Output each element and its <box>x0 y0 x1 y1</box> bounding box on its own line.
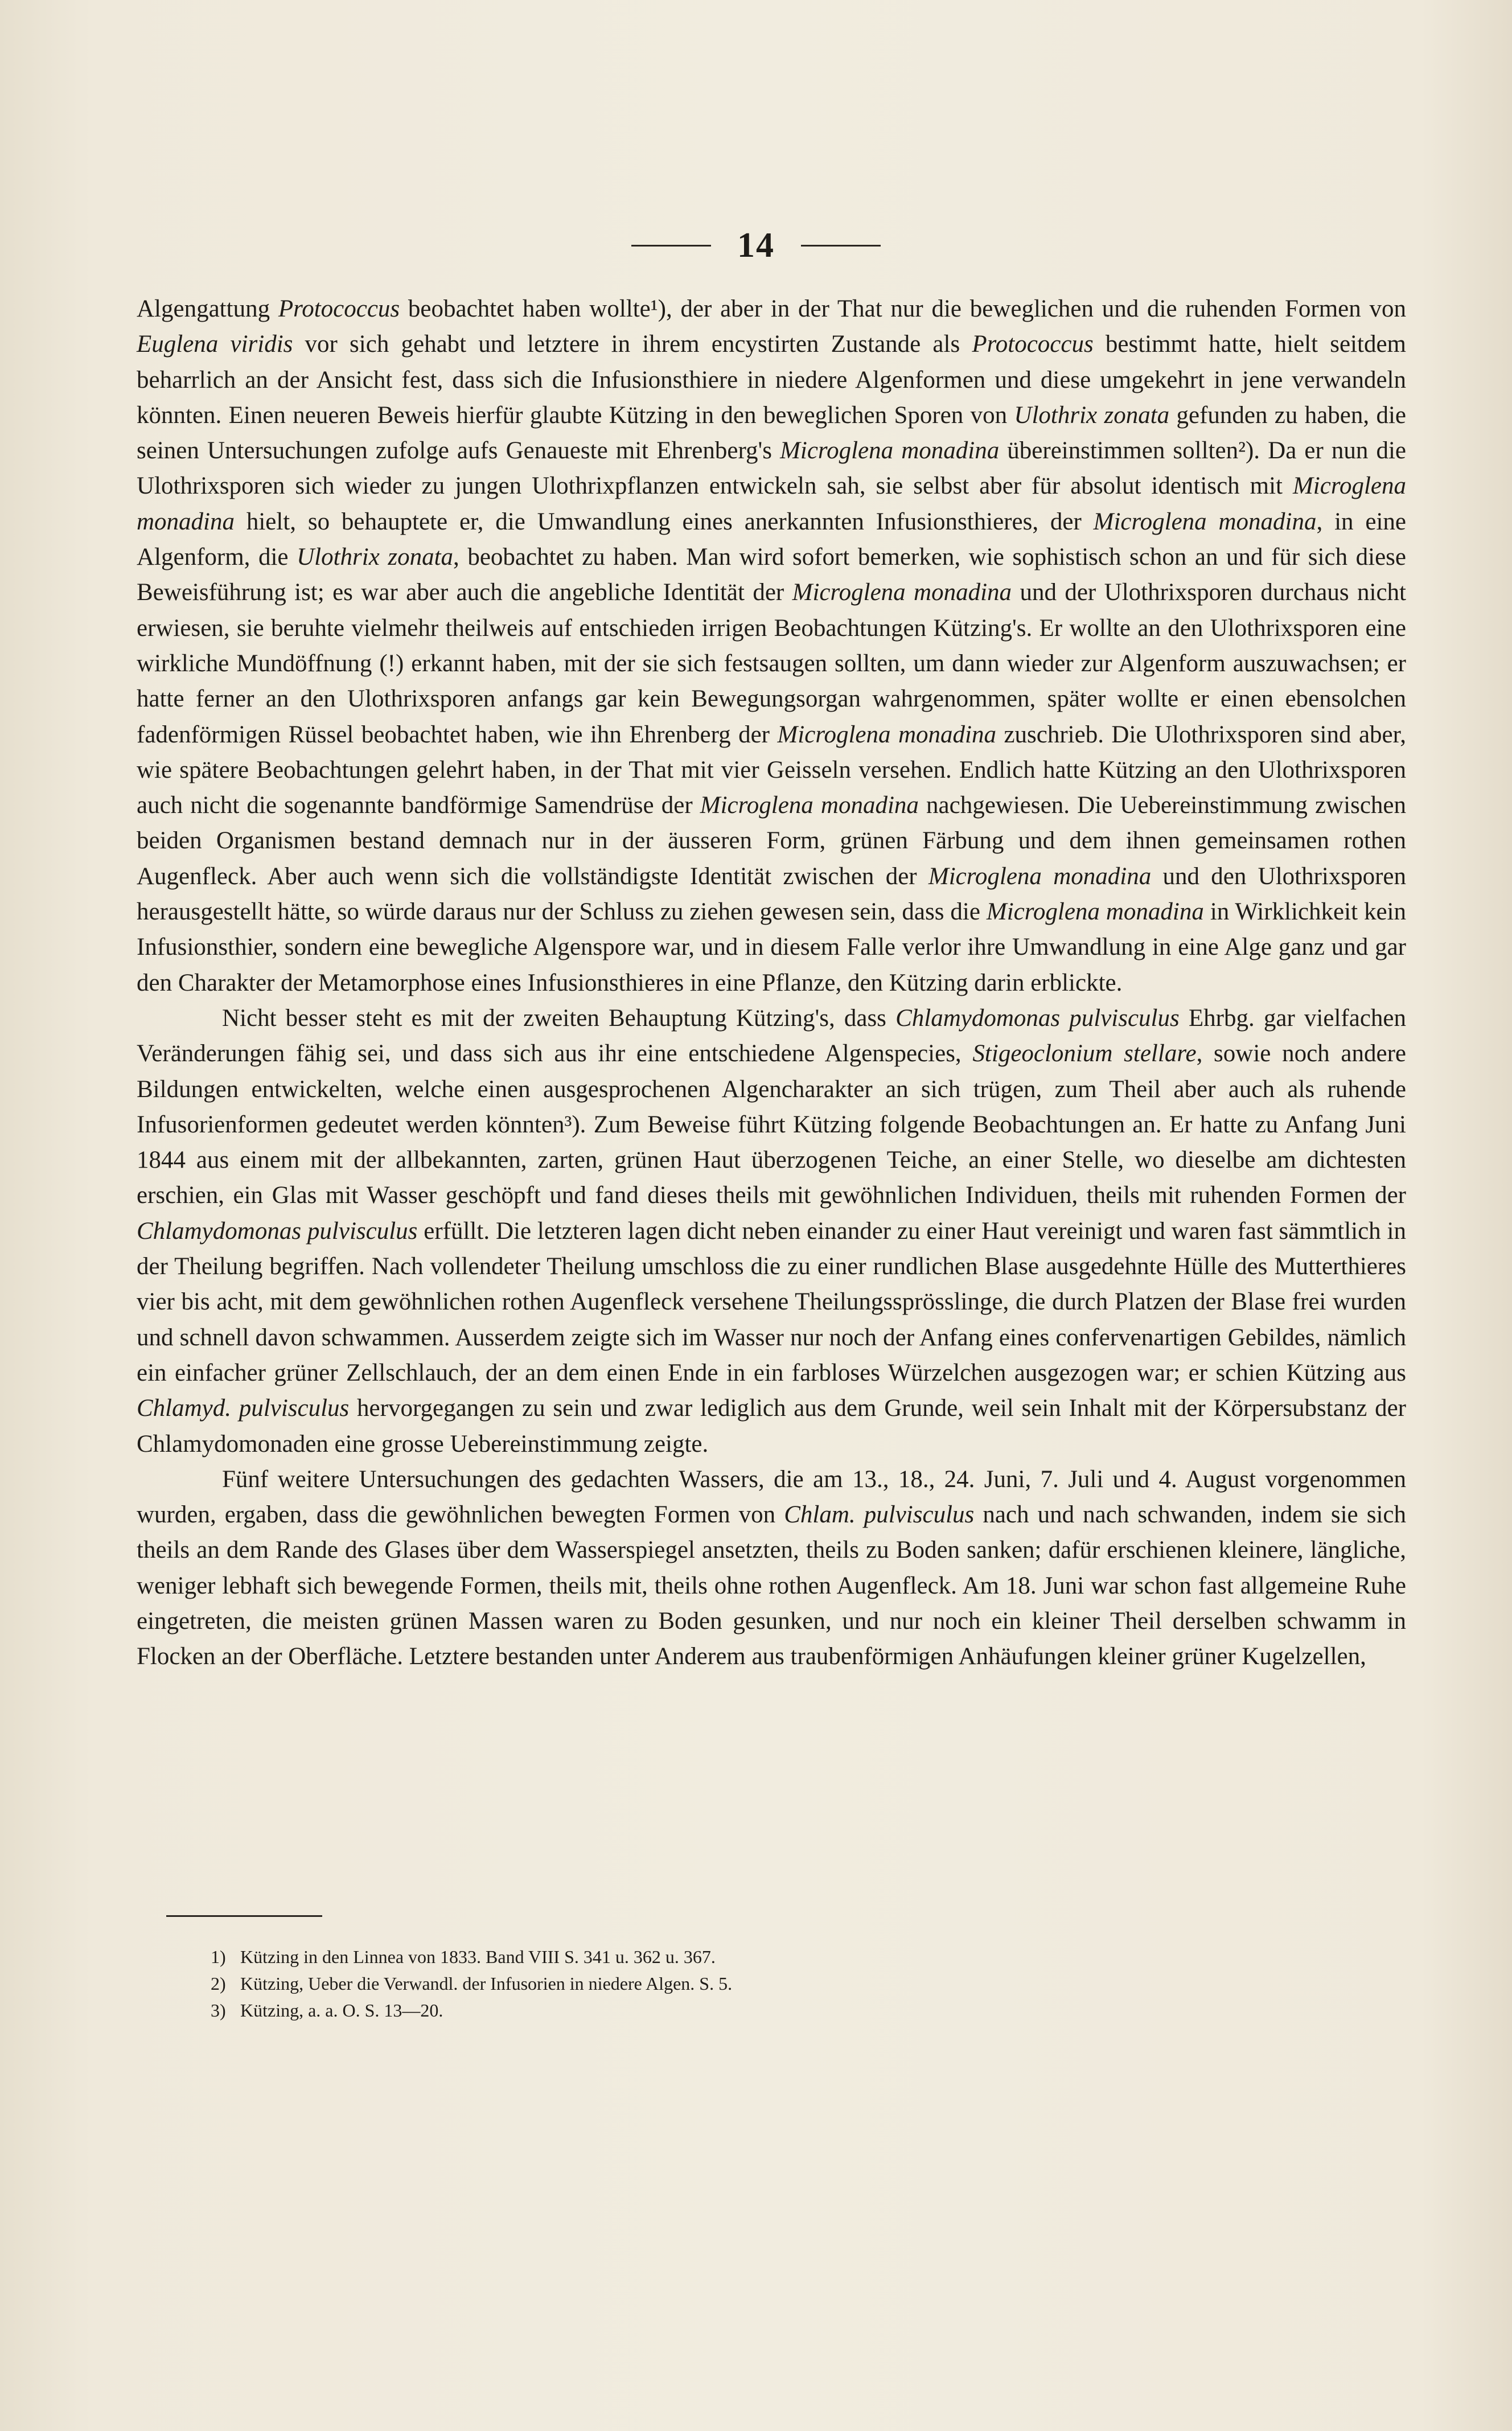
species-name: Microglena monadina <box>928 863 1152 890</box>
species-name: Ulothrix zonata <box>1014 401 1170 429</box>
footnote-separator <box>166 1915 322 1917</box>
footnote-text: Kützing, a. a. O. S. 13—20. <box>240 2000 443 2021</box>
species-name: Chlamydomonas pulvisculus <box>895 1004 1180 1032</box>
paragraph-1: Algengattung Protococcus beobachtet haben wollte¹), der aber in der That nur die beweglichen und die ruhenden Formen von Euglena viridis vor sich gehabt und letztere in ihrem encystirten Zustande als Protococcus bestimmt hatte, hielt seitdem beharrlich an der Ansicht fest, dass sich die Infusionsthiere in niedere Algenformen und diese umgekehrt in jene verwandeln könnten. Einen neueren Beweis hierfür glaubte Kützing in den beweglichen Sporen von Ulothrix zonata gefunden zu haben, die seinen Untersuchungen zufolge aufs Genaueste mit Ehrenberg's Microglena monadina übereinstimmen sollten²). Da er nun die Ulothrixsporen sich wieder zu jungen Ulothrixpflanzen entwickeln sah, sie selbst aber für absolut identisch mit Microglena monadina hielt, so behauptete er, die Umwandlung eines anerkannten Infusionsthieres, der Microglena monadina, in eine Algenform, die Ulothrix zonata, beobachtet zu haben. Man wird sofort bemerken, wie sophistisch schon an und für sich diese Beweisführung ist; es war aber auch die angebliche Identität der Microglena monadina und der Ulothrixsporen durchaus nicht erwiesen, sie beruhte vielmehr theilweis auf entschieden irrigen Beobachtungen Kützing's. Er wollte an den Ulothrixsporen eine wirkliche Mundöffnung (!) erkannt haben, mit der sie sich festsaugen sollten, um dann wieder zur Algenform auszuwachsen; er hatte ferner an den Ulothrixsporen anfangs gar kein Bewegungsorgan wahrgenommen, später wollte er einen ebensolchen fadenförmigen Rüssel beobachtet haben, wie ihn Ehrenberg der Microglena monadina zuschrieb. Die Ulothrixsporen sind aber, wie spätere Beobachtungen gelehrt haben, in der That mit vier Geisseln versehen. Endlich hatte Kützing an den Ulothrixsporen auch nicht die sogenannte bandförmige Samendrüse der Microglena monadina nachgewiesen. Die Uebereinstimmung zwischen beiden Organismen bestand demnach nur in der äusseren Form, grünen Färbung und dem ihnen gemeinsamen rothen Augenfleck. Aber auch wenn sich die vollständigste Identität zwischen der Microglena monadina und den Ulothrixsporen herausgestellt hätte, so würde daraus nur der Schluss zu ziehen gewesen sein, dass die Microglena monadina in Wirklichkeit kein Infusionsthier, sondern eine bewegliche Algenspore war, und in diesem Falle verlor ihre Umwandlung in eine Alge ganz und gar den Charakter der Metamorphose eines Infusionsthieres in eine Pflanze, den Kützing darin erblickte. <box>137 295 1407 996</box>
species-name: Microglena monadina <box>700 792 919 819</box>
species-name: Stigeoclonium stellare <box>972 1040 1197 1067</box>
footnote-mark: 2) <box>211 1973 226 1994</box>
footnote-1 <box>211 1944 1349 1970</box>
page-number: 14 <box>737 225 775 265</box>
species-name: Protococcus <box>278 295 400 322</box>
header-rule-left <box>631 245 711 247</box>
species-name: Ulothrix zonata <box>297 544 454 571</box>
paragraph-3: Fünf weitere Untersuchungen des gedachten Wassers, die am 13., 18., 24. Juni, 7. Juli und 4. August vorgenommen wurden, ergaben, dass die gewöhnlichen bewegten Formen von Chlam. pulvisculus nach und nach schwanden, indem sie sich theils an dem Rande des Glases über dem Wasserspiegel ansetzten, theils zu Boden sanken; dafür erschienen kleinere, längliche, weniger lebhaft sich bewegende Formen, theils mit, theils ohne rothen Augenfleck. Am 18. Juni war schon fast allgemeine Ruhe eingetreten, die meisten grünen Massen waren zu Boden gesunken, und nur noch ein kleiner Theil derselben schwamm in Flocken an der Oberfläche. Letztere bestanden unter Anderem aus traubenförmigen Anhäufungen kleiner grüner Kugelzellen, <box>137 1465 1406 1670</box>
species-name: Microglena monadina <box>986 898 1204 926</box>
footnote-3 <box>211 1997 1349 2024</box>
paragraph-2: Nicht besser steht es mit der zweiten Behauptung Kützing's, dass Chlamydomonas pulvisculus Ehrbg. gar vielfachen Veränderungen fähig sei, und dass sich aus ihr eine entschiedene Algenspecies, Stigeoclonium stellare, sowie noch andere Bildungen entwickelten, welche einen ausgesprochenen Algencharakter an sich trügen, zum Theil aber auch als ruhende Infusorienformen gedeutet werden könnten³). Zum Beweise führt Kützing folgende Beobachtungen an. Er hatte zu Anfang Juni 1844 aus einem mit der allbekannten, zarten, grünen Haut überzogenen Teiche, an einer Stelle, wo dieselbe am dichtesten erschien, ein Glas mit Wasser geschöpft und fand dieses theils mit gewöhnlichen Individuen, theils mit ruhenden Formen der Chlamydomonas pulvisculus erfüllt. Die letzteren lagen dicht neben einander zu einer Haut vereinigt und waren fast sämmtlich in der Theilung begriffen. Nach vollendeter Theilung umschloss die zu einer rundlichen Blase ausgedehnte Hülle des Mutterthieres vier bis acht, mit dem gewöhnlichen rothen Augenfleck versehene Theilungssprösslinge, die durch Platzen der Blase frei wurden und schnell davon schwammen. Ausserdem zeigte sich im Wasser nur noch der Anfang eines confervenartigen Gebildes, nämlich ein einfacher grüner Zellschlauch, der an dem einen Ende in ein farbloses Würzelchen ausgezogen war; er schien Kützing aus Chlamyd. pulvisculus hervorgegangen zu sein und zwar lediglich aus dem Grunde, weil sein Inhalt mit der Körpersubstanz der Chlamydomonaden eine grosse Uebereinstimmung zeigte. <box>137 1004 1406 1457</box>
species-name: Microglena monadina <box>780 437 1000 465</box>
species-name: Chlamydomonas pulvisculus <box>137 1217 418 1245</box>
page-header <box>0 220 1512 271</box>
footnote-2 <box>211 1970 1349 1997</box>
body-text <box>137 291 1406 1675</box>
footnote-text: Kützing in den Linnea von 1833. Band VIII S. 341 u. 362 u. 367. <box>240 1947 716 1967</box>
species-name: Protococcus <box>972 331 1094 358</box>
footnote-mark: 3) <box>211 2000 226 2021</box>
footnote-mark: 1) <box>211 1947 226 1967</box>
species-name: Microglena monadina <box>137 473 1406 535</box>
species-name: Euglena viridis <box>137 331 293 358</box>
species-name: Microglena monadina <box>792 579 1012 606</box>
footnote-text: Kützing, Ueber die Verwandl. der Infusorien in niedere Algen. S. 5. <box>240 1973 733 1994</box>
species-name: Microglena monadina <box>1093 508 1317 535</box>
footnotes <box>211 1944 1349 2024</box>
species-name: Chlam. pulvisculus <box>784 1501 975 1529</box>
species-name: Chlamyd. pulvisculus <box>137 1395 350 1422</box>
species-name: Microglena monadina <box>777 721 996 748</box>
header-rule-right <box>801 245 881 247</box>
